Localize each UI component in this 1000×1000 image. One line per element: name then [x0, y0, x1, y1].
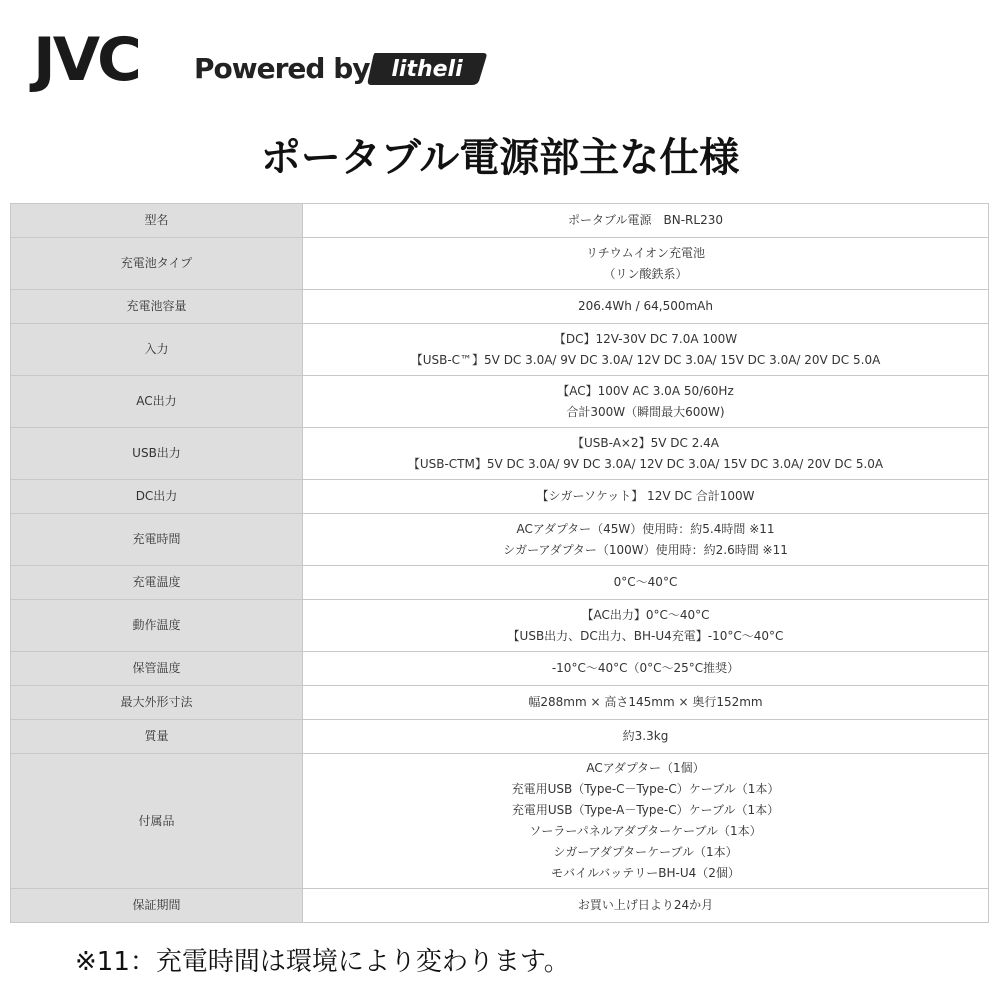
spec-value-line: 【USB出力、DC出力、BH-U4充電】-10°C～40°C	[507, 628, 784, 643]
spec-value	[303, 376, 989, 428]
spec-label: 充電時間	[11, 514, 303, 566]
spec-value-line: 0°C～40°C	[613, 575, 678, 589]
spec-value-line: ACアダプター（45W）使用時：約5.4時間 ※11	[516, 521, 775, 536]
spec-row	[11, 754, 989, 889]
spec-row	[11, 889, 989, 923]
footnote: ※11：充電時間は環境により変わります。	[75, 947, 570, 977]
spec-value-line: 【USB-A×2】5V DC 2.4A	[572, 435, 719, 450]
spec-value-line: 幅288mm × 高さ145mm × 奥行152mm	[528, 695, 763, 709]
spec-value-line: 【DC】12V-30V DC 7.0A 100W	[553, 331, 738, 346]
litheli-logo	[367, 49, 489, 87]
spec-value	[303, 480, 989, 514]
spec-row	[11, 204, 989, 238]
spec-value	[303, 514, 989, 566]
spec-value-line: 充電用USB（Type-A－Type-C）ケーブル（1本）	[511, 803, 780, 817]
spec-value	[303, 889, 989, 923]
spec-table	[10, 203, 989, 923]
spec-value-line: シガーアダプターケーブル（1本）	[553, 845, 738, 859]
spec-row	[11, 600, 989, 652]
spec-row	[11, 376, 989, 428]
spec-row	[11, 566, 989, 600]
spec-value-line: 【USB-C™】5V DC 3.0A/ 9V DC 3.0A/ 12V DC 3.0A/ 15V DC 3.0A/ 20V DC 5.0A	[410, 352, 881, 367]
spec-value	[303, 600, 989, 652]
spec-row	[11, 514, 989, 566]
spec-value	[303, 652, 989, 686]
spec-label: 質量	[11, 720, 303, 754]
spec-row	[11, 480, 989, 514]
spec-value-line: 充電用USB（Type-C－Type-C）ケーブル（1本）	[511, 782, 780, 796]
spec-value-line: 【シガーソケット】 12V DC 合計100W	[536, 489, 755, 503]
spec-value-line: 206.4Wh / 64,500mAh	[578, 299, 713, 313]
spec-value	[303, 686, 989, 720]
spec-label: 型名	[11, 204, 303, 238]
spec-value-line: 【USB-CTM】5V DC 3.0A/ 9V DC 3.0A/ 12V DC 3.0A/ 15V DC 3.0A/ 20V DC 5.0A	[407, 456, 884, 471]
spec-label: 付属品	[11, 754, 303, 889]
spec-label: 保証期間	[11, 889, 303, 923]
spec-value-line: リチウムイオン充電池	[585, 245, 706, 260]
spec-value	[303, 324, 989, 376]
spec-row	[11, 290, 989, 324]
spec-value	[303, 204, 989, 238]
spec-label: 動作温度	[11, 600, 303, 652]
spec-value-line: -10°C～40°C（0°C～25°C推奨）	[551, 661, 740, 675]
spec-value-line: ソーラーパネルアダプターケーブル（1本）	[529, 824, 762, 838]
spec-row	[11, 428, 989, 480]
spec-row	[11, 324, 989, 376]
spec-label: 入力	[11, 324, 303, 376]
spec-value	[303, 428, 989, 480]
spec-label: USB出力	[11, 428, 303, 480]
spec-label: DC出力	[11, 480, 303, 514]
spec-value	[303, 238, 989, 290]
spec-label: 保管温度	[11, 652, 303, 686]
page-title: ポータブル電源部主な仕様	[260, 135, 740, 181]
spec-label: AC出力	[11, 376, 303, 428]
jvc-logo: JVC	[33, 25, 139, 95]
spec-value	[303, 566, 989, 600]
spec-value	[303, 754, 989, 889]
spec-row	[11, 238, 989, 290]
spec-value-line: シガーアダプター（100W）使用時：約2.6時間 ※11	[503, 542, 788, 557]
spec-value	[303, 290, 989, 324]
spec-value-line: （リン酸鉄系）	[603, 266, 688, 281]
spec-label: 充電池タイプ	[11, 238, 303, 290]
spec-value-line: 合計300W（瞬間最大600W)	[566, 404, 725, 419]
spec-value-line: ポータブル電源 BN-RL230	[568, 213, 723, 227]
spec-value-line: ACアダプター（1個）	[586, 761, 705, 775]
spec-value	[303, 720, 989, 754]
spec-row	[11, 720, 989, 754]
powered-by-text: Powered by	[194, 52, 370, 85]
spec-value-line: 【AC出力】0°C～40°C	[581, 607, 710, 622]
spec-row	[11, 686, 989, 720]
spec-row	[11, 652, 989, 686]
spec-value-line: お買い上げ日より24か月	[577, 898, 714, 912]
spec-value-line: モバイルバッテリーBH-U4（2個）	[551, 866, 740, 880]
spec-label: 充電温度	[11, 566, 303, 600]
svg-text:litheli: litheli	[391, 57, 463, 82]
spec-label: 充電池容量	[11, 290, 303, 324]
spec-label: 最大外形寸法	[11, 686, 303, 720]
spec-value-line: 【AC】100V AC 3.0A 50/60Hz	[557, 383, 734, 398]
spec-value-line: 約3.3kg	[622, 729, 669, 743]
